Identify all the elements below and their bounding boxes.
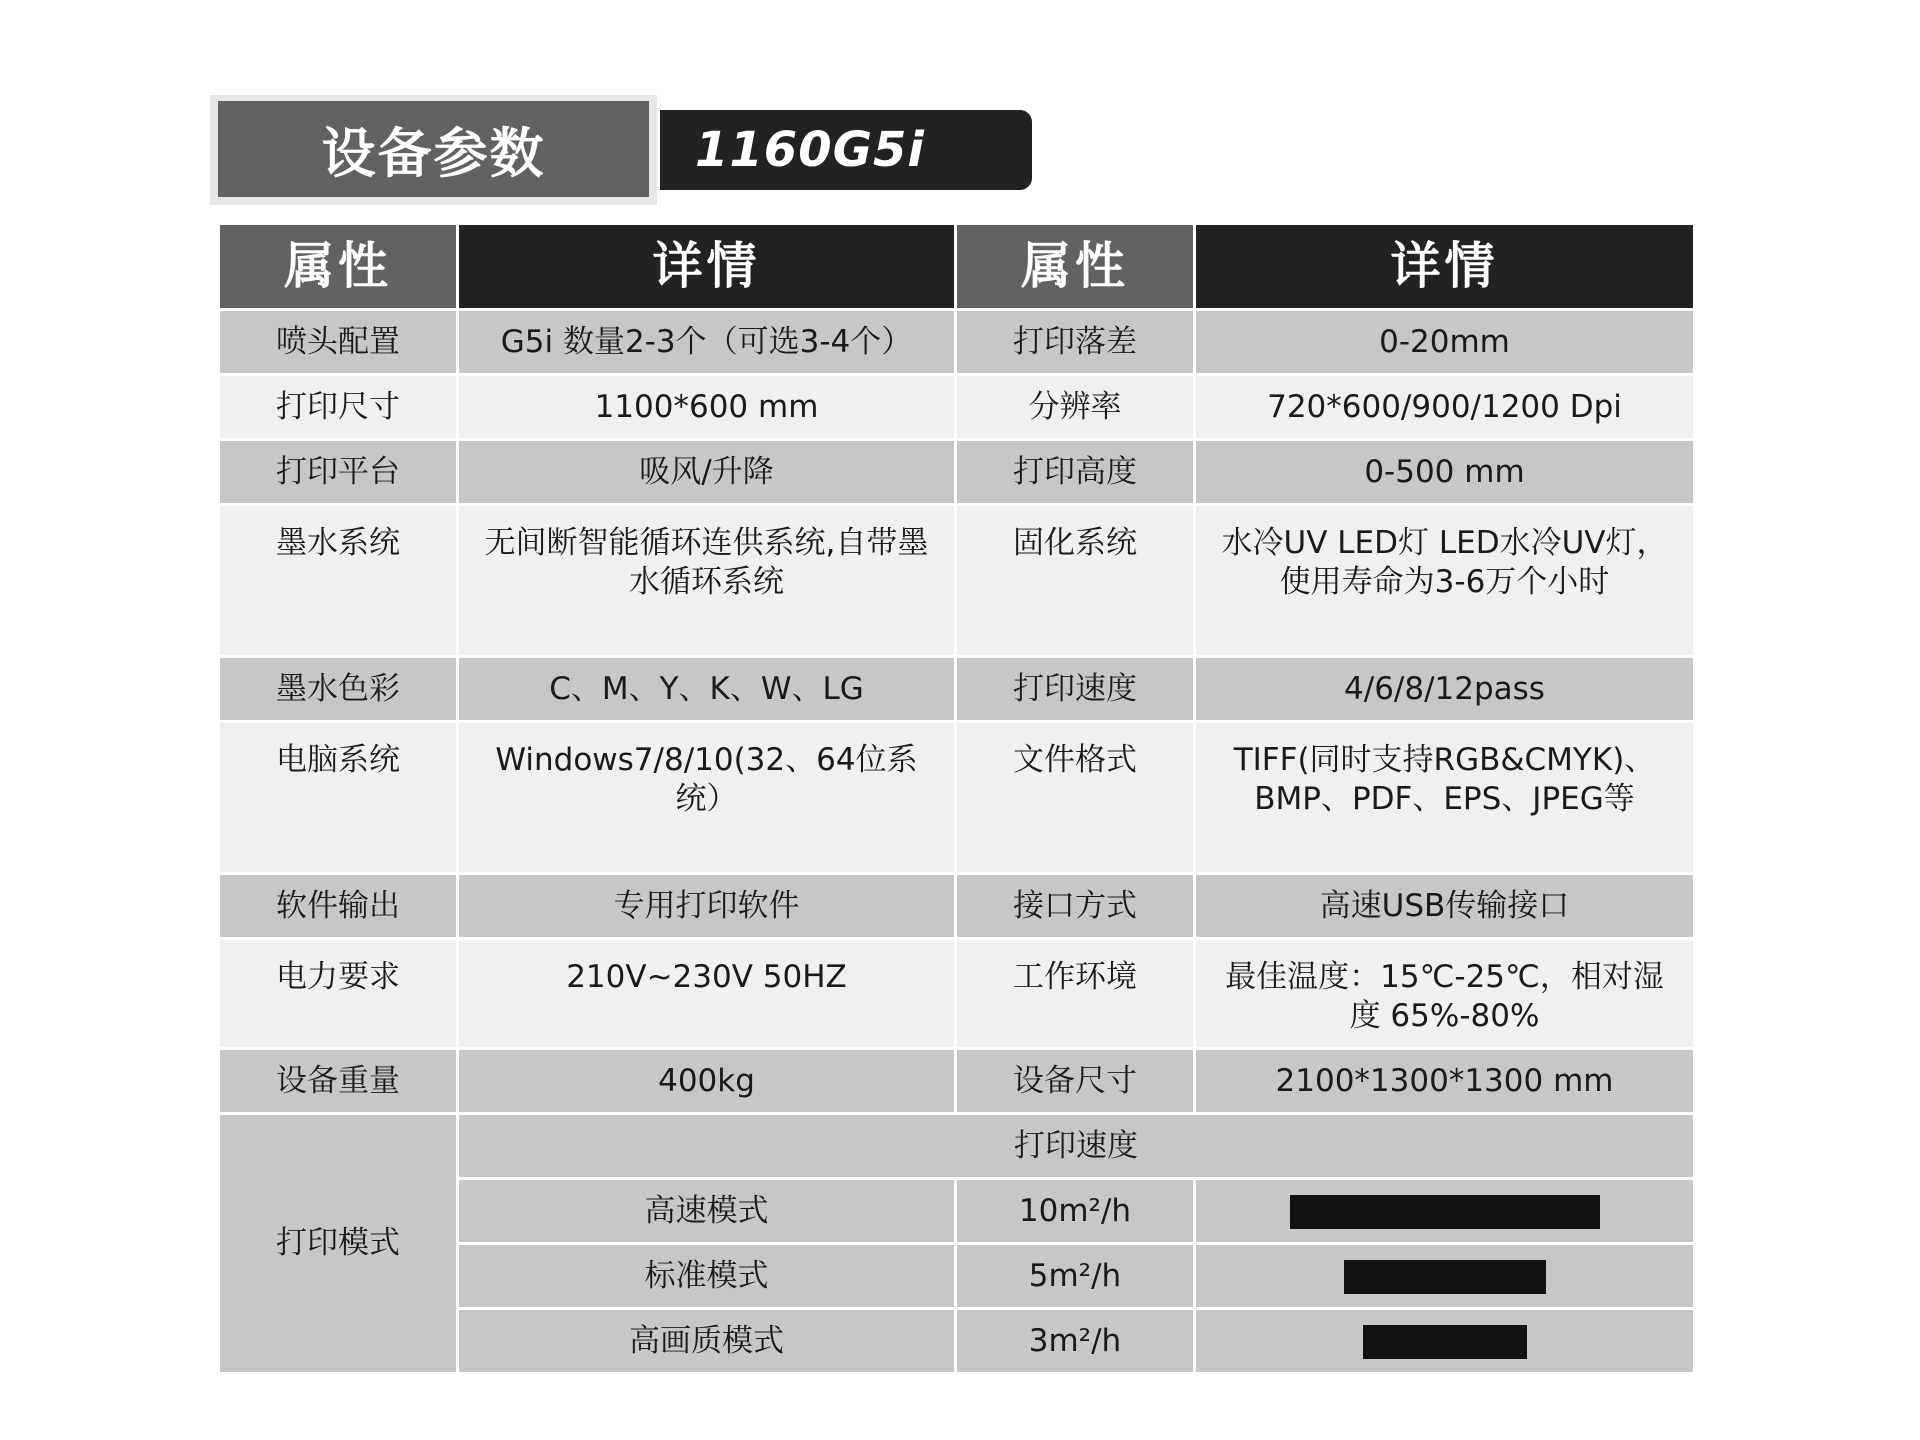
- table-row: [219, 722, 1695, 874]
- detail-cell: 400kg: [458, 1049, 956, 1114]
- mode-bar-cell: [1195, 1179, 1695, 1244]
- print-mode-label: 打印模式: [219, 1114, 458, 1374]
- table-row: [219, 874, 1695, 939]
- spec-table: [217, 222, 1696, 1375]
- detail-cell: 4/6/8/12pass: [1195, 657, 1695, 722]
- attr-cell: 打印高度: [956, 440, 1195, 505]
- header-attr-1: 属性: [219, 224, 458, 310]
- speed-bar: [1344, 1260, 1546, 1294]
- title-box: [210, 95, 657, 205]
- detail-cell: 最佳温度：15℃-25℃，相对湿度 65%-80%: [1195, 939, 1695, 1049]
- print-mode-header-row: [219, 1114, 1695, 1179]
- header-detail-2: 详情: [1195, 224, 1695, 310]
- detail-cell: 专用打印软件: [458, 874, 956, 939]
- header-attr-2: 属性: [956, 224, 1195, 310]
- mode-speed-text: 5m²/h: [1028, 1257, 1122, 1294]
- detail-cell: 0-500 mm: [1195, 440, 1695, 505]
- detail-cell: 吸风/升降: [458, 440, 956, 505]
- speed-bar: [1290, 1195, 1600, 1229]
- attr-cell: 软件输出: [219, 874, 458, 939]
- attr-cell: 接口方式: [956, 874, 1195, 939]
- mode-name: 高画质模式: [458, 1309, 956, 1374]
- detail-cell: 0-20mm: [1195, 310, 1695, 375]
- attr-cell: 文件格式: [956, 722, 1195, 874]
- mode-speed: [956, 1179, 1195, 1244]
- detail-cell: 1100*600 mm: [458, 375, 956, 440]
- mode-speed-text: 10m²/h: [1018, 1192, 1132, 1229]
- detail-cell: C、M、Y、K、W、LG: [458, 657, 956, 722]
- attr-cell: 电脑系统: [219, 722, 458, 874]
- attr-cell: 电力要求: [219, 939, 458, 1049]
- page-title: 设备参数: [218, 101, 649, 197]
- detail-cell: 高速USB传输接口: [1195, 874, 1695, 939]
- attr-cell: 打印平台: [219, 440, 458, 505]
- attr-cell: 工作环境: [956, 939, 1195, 1049]
- detail-cell: Windows7/8/10(32、64位系统）: [458, 722, 956, 874]
- detail-cell: 720*600/900/1200 Dpi: [1195, 375, 1695, 440]
- attr-cell: 设备重量: [219, 1049, 458, 1114]
- table-row: [219, 440, 1695, 505]
- attr-cell: 设备尺寸: [956, 1049, 1195, 1114]
- table-row: [219, 310, 1695, 375]
- attr-cell: 打印速度: [956, 657, 1195, 722]
- mode-name: 高速模式: [458, 1179, 956, 1244]
- table-header-row: [219, 224, 1695, 310]
- header-detail-1: 详情: [458, 224, 956, 310]
- table-row: [219, 375, 1695, 440]
- print-speed-header: 打印速度: [458, 1114, 1695, 1179]
- speed-bar: [1363, 1325, 1527, 1359]
- mode-bar-cell: [1195, 1244, 1695, 1309]
- attr-cell: 墨水系统: [219, 505, 458, 657]
- table-row: [219, 505, 1695, 657]
- table-row: [219, 657, 1695, 722]
- detail-cell: 水冷UV LED灯 LED水冷UV灯，使用寿命为3-6万个小时: [1195, 505, 1695, 657]
- attr-cell: 固化系统: [956, 505, 1195, 657]
- model-badge: 1160G5i: [660, 110, 1032, 190]
- attr-cell: 分辨率: [956, 375, 1195, 440]
- detail-cell: 210V~230V 50HZ: [458, 939, 956, 1049]
- detail-cell: G5i 数量2-3个（可选3-4个）: [458, 310, 956, 375]
- detail-cell: 无间断智能循环连供系统,自带墨水循环系统: [458, 505, 956, 657]
- detail-cell: TIFF(同时支持RGB&CMYK)、BMP、PDF、EPS、JPEG等: [1195, 722, 1695, 874]
- attr-cell: 墨水色彩: [219, 657, 458, 722]
- attr-cell: 打印落差: [956, 310, 1195, 375]
- attr-cell: 打印尺寸: [219, 375, 458, 440]
- table-row: [219, 1049, 1695, 1114]
- table-row: [219, 939, 1695, 1049]
- mode-speed: [956, 1244, 1195, 1309]
- mode-speed-text: 3m²/h: [1028, 1322, 1122, 1359]
- attr-cell: 喷头配置: [219, 310, 458, 375]
- detail-cell: 2100*1300*1300 mm: [1195, 1049, 1695, 1114]
- mode-speed: [956, 1309, 1195, 1374]
- mode-name: 标准模式: [458, 1244, 956, 1309]
- mode-bar-cell: [1195, 1309, 1695, 1374]
